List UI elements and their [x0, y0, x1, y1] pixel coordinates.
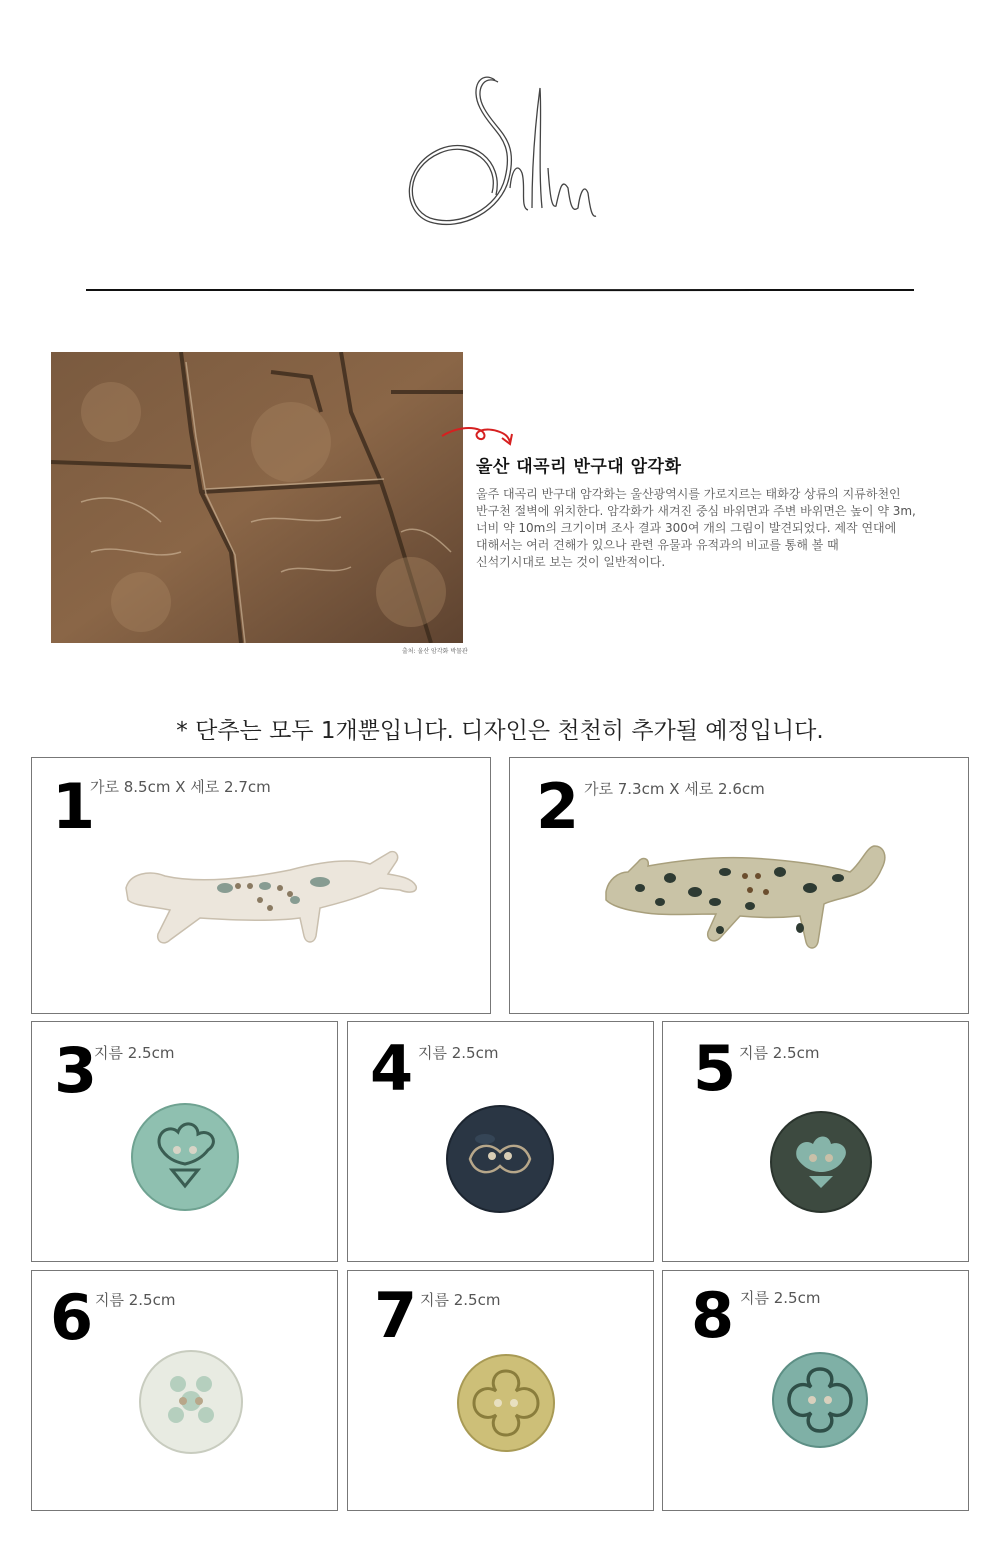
product-card-3[interactable]	[31, 1021, 338, 1262]
photo-credit: 출처: 울산 암각화 박물관	[402, 648, 468, 655]
description-line: 울주 대곡리 반구대 암각화는 울산광역시를 가로지르는 태화강 상류의 지류하천인	[476, 487, 901, 501]
product-card-8[interactable]	[662, 1270, 969, 1511]
round-button-image	[771, 1351, 869, 1449]
feature-heading: 울산 대곡리 반구대 암각화	[476, 457, 682, 477]
round-button-image	[769, 1110, 873, 1214]
round-button-image	[445, 1104, 555, 1214]
product-card-1[interactable]	[31, 757, 491, 1014]
animal-button-image	[120, 848, 420, 958]
product-card-2[interactable]	[509, 757, 969, 1014]
product-card-4[interactable]	[347, 1021, 654, 1262]
product-card-6[interactable]	[31, 1270, 338, 1511]
product-card-7[interactable]	[347, 1270, 654, 1511]
product-size: 지름 2.5cm	[740, 1289, 821, 1307]
product-size: 가로 8.5cm X 세로 2.7cm	[90, 778, 271, 796]
salm-logo	[400, 68, 600, 238]
round-button-image	[138, 1349, 244, 1455]
product-number: 7	[374, 1279, 418, 1352]
product-size: 지름 2.5cm	[418, 1044, 499, 1062]
description-line: 너비 약 10m의 크기이며 조사 결과 300여 개의 그림이 발견되었다. 제작 연대에	[476, 521, 897, 535]
product-number: 1	[52, 770, 96, 843]
product-card-5[interactable]	[662, 1021, 969, 1262]
product-size: 지름 2.5cm	[420, 1291, 501, 1309]
petroglyph-photo	[51, 352, 463, 643]
header-divider	[86, 288, 914, 292]
red-arrow-icon	[440, 422, 520, 452]
round-button-image	[456, 1353, 556, 1453]
description-line: 반구천 절벽에 위치한다. 암각화가 새겨진 중심 바위면과 주변 바위면은 높이 약 3m,	[476, 504, 916, 518]
notice-text: * 단추는 모두 1개뿐입니다. 디자인은 천천히 추가될 예정입니다.	[176, 718, 824, 744]
round-button-image	[130, 1102, 240, 1212]
product-number: 5	[693, 1032, 737, 1105]
product-number: 2	[536, 770, 580, 843]
product-number: 4	[370, 1032, 414, 1105]
product-size: 지름 2.5cm	[94, 1044, 175, 1062]
product-number: 6	[50, 1281, 94, 1354]
feature-description	[476, 486, 956, 571]
description-line: 대해서는 여러 견해가 있으나 관련 유물과 유적과의 비교를 통해 볼 때	[476, 538, 839, 552]
product-size: 가로 7.3cm X 세로 2.6cm	[584, 780, 765, 798]
product-number: 8	[691, 1279, 735, 1352]
description-line: 신석기시대로 보는 것이 일반적이다.	[476, 555, 666, 569]
product-number: 3	[54, 1034, 98, 1107]
product-size: 지름 2.5cm	[95, 1291, 176, 1309]
animal-button-image	[600, 842, 890, 962]
product-size: 지름 2.5cm	[739, 1044, 820, 1062]
